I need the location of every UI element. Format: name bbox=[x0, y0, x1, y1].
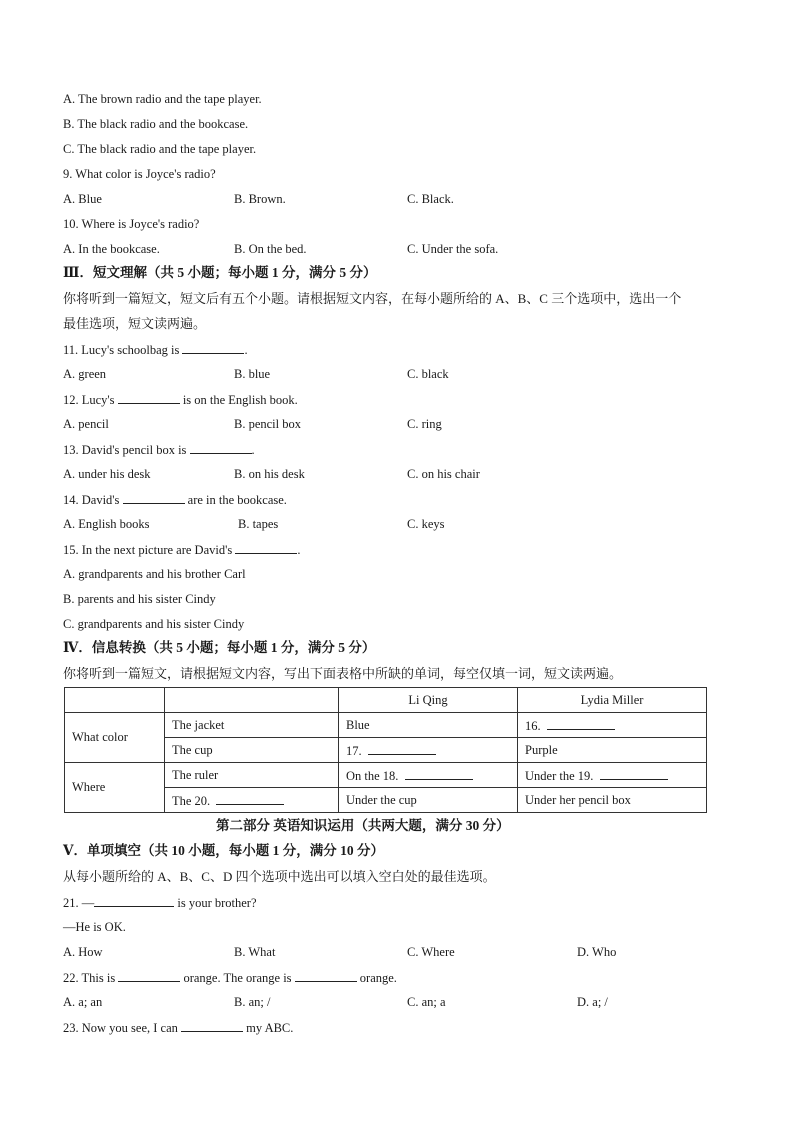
item-jacket: The jacket bbox=[165, 713, 339, 738]
q11-option-c: C. black bbox=[407, 367, 449, 381]
q10-option-b: B. On the bed. bbox=[234, 242, 307, 256]
q21-option-b: B. What bbox=[234, 945, 276, 959]
answer-blank[interactable] bbox=[118, 969, 180, 982]
q12-stem bbox=[63, 391, 298, 408]
q10-stem: 10. Where is Joyce's radio? bbox=[63, 217, 200, 231]
q22-stem bbox=[63, 969, 397, 986]
answer-blank[interactable] bbox=[295, 969, 357, 982]
answer-blank[interactable] bbox=[235, 541, 297, 554]
table-cell bbox=[165, 688, 339, 713]
header-li-qing: Li Qing bbox=[339, 688, 518, 713]
q9-option-a: A. Blue bbox=[63, 192, 102, 206]
q13-option-c: C. on his chair bbox=[407, 467, 480, 481]
q23-stem-end: my ABC. bbox=[246, 1021, 294, 1035]
table-cell bbox=[65, 688, 165, 713]
q22-option-c: C. an; a bbox=[407, 995, 446, 1009]
section-4-title: Ⅳ．信息转换（共 5 小题；每小题 1 分，满分 5 分） bbox=[63, 640, 376, 655]
q21-option-d: D. Who bbox=[577, 945, 617, 959]
q23-stem-text: 23. Now you see, I can bbox=[63, 1021, 178, 1035]
info-table bbox=[64, 687, 707, 813]
section-3-title: Ⅲ．短文理解（共 5 小题；每小题 1 分，满分 5 分） bbox=[63, 265, 377, 280]
q14-stem bbox=[63, 491, 287, 508]
q12-stem-text: 12. Lucy's bbox=[63, 393, 115, 407]
q15-option-c: C. grandparents and his sister Cindy bbox=[63, 617, 245, 631]
q14-option-a: A. English books bbox=[63, 517, 150, 531]
q10-option-a: A. In the bookcase. bbox=[63, 242, 160, 256]
q21-stem-end: is your brother? bbox=[177, 896, 257, 910]
table-row bbox=[65, 713, 707, 738]
q10-option-c: C. Under the sofa. bbox=[407, 242, 499, 256]
q22-option-a: A. a; an bbox=[63, 995, 103, 1009]
answer-blank-17[interactable] bbox=[368, 742, 436, 755]
q13-option-a: A. under his desk bbox=[63, 467, 151, 481]
q22-stem-text: 22. This is bbox=[63, 971, 116, 985]
q12-stem-end: is on the English book. bbox=[182, 393, 298, 407]
header-lydia-miller: Lydia Miller bbox=[518, 688, 707, 713]
q11-stem-text: 11. Lucy's schoolbag is bbox=[63, 343, 180, 357]
section-5-title: Ⅴ．单项填空（共 10 小题，每小题 1 分，满分 10 分） bbox=[63, 843, 384, 858]
section-4-instruction: 你将听到一篇短文，请根据短文内容，写出下面表格中所缺的单词，每空仅填一词，短文读两遍。 bbox=[63, 666, 623, 681]
answer-blank[interactable] bbox=[123, 491, 185, 504]
q22-stem-end: orange. bbox=[359, 971, 397, 985]
q14-option-b: B. tapes bbox=[238, 517, 279, 531]
blank-18-label: On the 18. bbox=[346, 768, 399, 783]
q15-stem-end: . bbox=[297, 543, 301, 557]
answer-blank-16[interactable] bbox=[547, 717, 615, 730]
section-3-instruction-line2: 最佳选项，短文读两遍。 bbox=[63, 316, 207, 331]
q22-option-d: D. a; / bbox=[577, 995, 608, 1009]
cell-lydia-cup: Purple bbox=[518, 738, 707, 763]
q14-stem-text: 14. David's bbox=[63, 493, 120, 507]
q13-option-b: B. on his desk bbox=[234, 467, 305, 481]
q12-option-b: B. pencil box bbox=[234, 417, 302, 431]
q12-option-c: C. ring bbox=[407, 417, 442, 431]
q23-stem bbox=[63, 1019, 293, 1036]
q11-stem bbox=[63, 341, 248, 358]
q9-stem: 9. What color is Joyce's radio? bbox=[63, 167, 216, 181]
answer-blank[interactable] bbox=[118, 391, 180, 404]
q14-stem-end: are in the bookcase. bbox=[187, 493, 287, 507]
cell-lydia-ruler bbox=[518, 763, 707, 788]
q13-stem-text: 13. David's pencil box is bbox=[63, 443, 187, 457]
q15-stem-text: 15. In the next picture are David's bbox=[63, 543, 233, 557]
item-20 bbox=[165, 788, 339, 813]
q15-option-a: A. grandparents and his brother Carl bbox=[63, 567, 246, 581]
cell-lydia-20: Under her pencil box bbox=[518, 788, 707, 813]
answer-blank[interactable] bbox=[94, 894, 174, 907]
cell-li-cup bbox=[339, 738, 518, 763]
blank-16-label: 16. bbox=[525, 718, 541, 733]
q15-stem bbox=[63, 541, 300, 558]
q11-option-b: B. blue bbox=[234, 367, 271, 381]
cell-lydia-jacket bbox=[518, 713, 707, 738]
q21-option-c: C. Where bbox=[407, 945, 455, 959]
section-3-instruction-line1: 你将听到一篇短文，短文后有五个小题。请根据短文内容，在每小题所给的 A、B、C 三个选项中，选出一个 bbox=[63, 291, 682, 306]
row-group-what-color: What color bbox=[65, 713, 165, 763]
q14-option-c: C. keys bbox=[407, 517, 445, 531]
answer-blank-19[interactable] bbox=[600, 767, 668, 780]
table-row bbox=[65, 763, 707, 788]
row-group-where: Where bbox=[65, 763, 165, 813]
table-header-row bbox=[65, 688, 707, 713]
item-cup: The cup bbox=[165, 738, 339, 763]
q22-option-b: B. an; / bbox=[234, 995, 271, 1009]
q8-option-b: B. The black radio and the bookcase. bbox=[63, 117, 249, 131]
q15-option-b: B. parents and his sister Cindy bbox=[63, 592, 216, 606]
q13-stem-end: . bbox=[251, 443, 255, 457]
q8-option-c: C. The black radio and the tape player. bbox=[63, 142, 257, 156]
q21-stem bbox=[63, 894, 257, 911]
cell-li-ruler bbox=[339, 763, 518, 788]
q9-option-b: B. Brown. bbox=[234, 192, 286, 206]
cell-li-20: Under the cup bbox=[339, 788, 518, 813]
answer-blank[interactable] bbox=[181, 1019, 243, 1032]
q22-stem-mid: orange. The orange is bbox=[183, 971, 292, 985]
q21-reply: —He is OK. bbox=[63, 920, 126, 934]
q12-option-a: A. pencil bbox=[63, 417, 109, 431]
section-5-instruction: 从每小题所给的 A、B、C、D 四个选项中选出可以填入空白处的最佳选项。 bbox=[63, 869, 496, 884]
blank-19-label: Under the 19. bbox=[525, 768, 594, 783]
q21-option-a: A. How bbox=[63, 945, 103, 959]
item-ruler: The ruler bbox=[165, 763, 339, 788]
q11-stem-end: . bbox=[244, 343, 248, 357]
q13-stem bbox=[63, 441, 255, 458]
answer-blank[interactable] bbox=[182, 341, 244, 354]
blank-20-label: The 20. bbox=[172, 793, 211, 808]
answer-blank-18[interactable] bbox=[405, 767, 473, 780]
cell-li-jacket: Blue bbox=[339, 713, 518, 738]
part-2-title: 第二部分 英语知识运用（共两大题，满分 30 分） bbox=[216, 818, 510, 833]
blank-17-label: 17. bbox=[346, 743, 362, 758]
q21-stem-text: 21. — bbox=[63, 896, 95, 910]
q9-option-c: C. Black. bbox=[407, 192, 454, 206]
answer-blank[interactable] bbox=[190, 441, 252, 454]
q11-option-a: A. green bbox=[63, 367, 107, 381]
answer-blank-20[interactable] bbox=[216, 792, 284, 805]
q8-option-a: A. The brown radio and the tape player. bbox=[63, 92, 262, 106]
